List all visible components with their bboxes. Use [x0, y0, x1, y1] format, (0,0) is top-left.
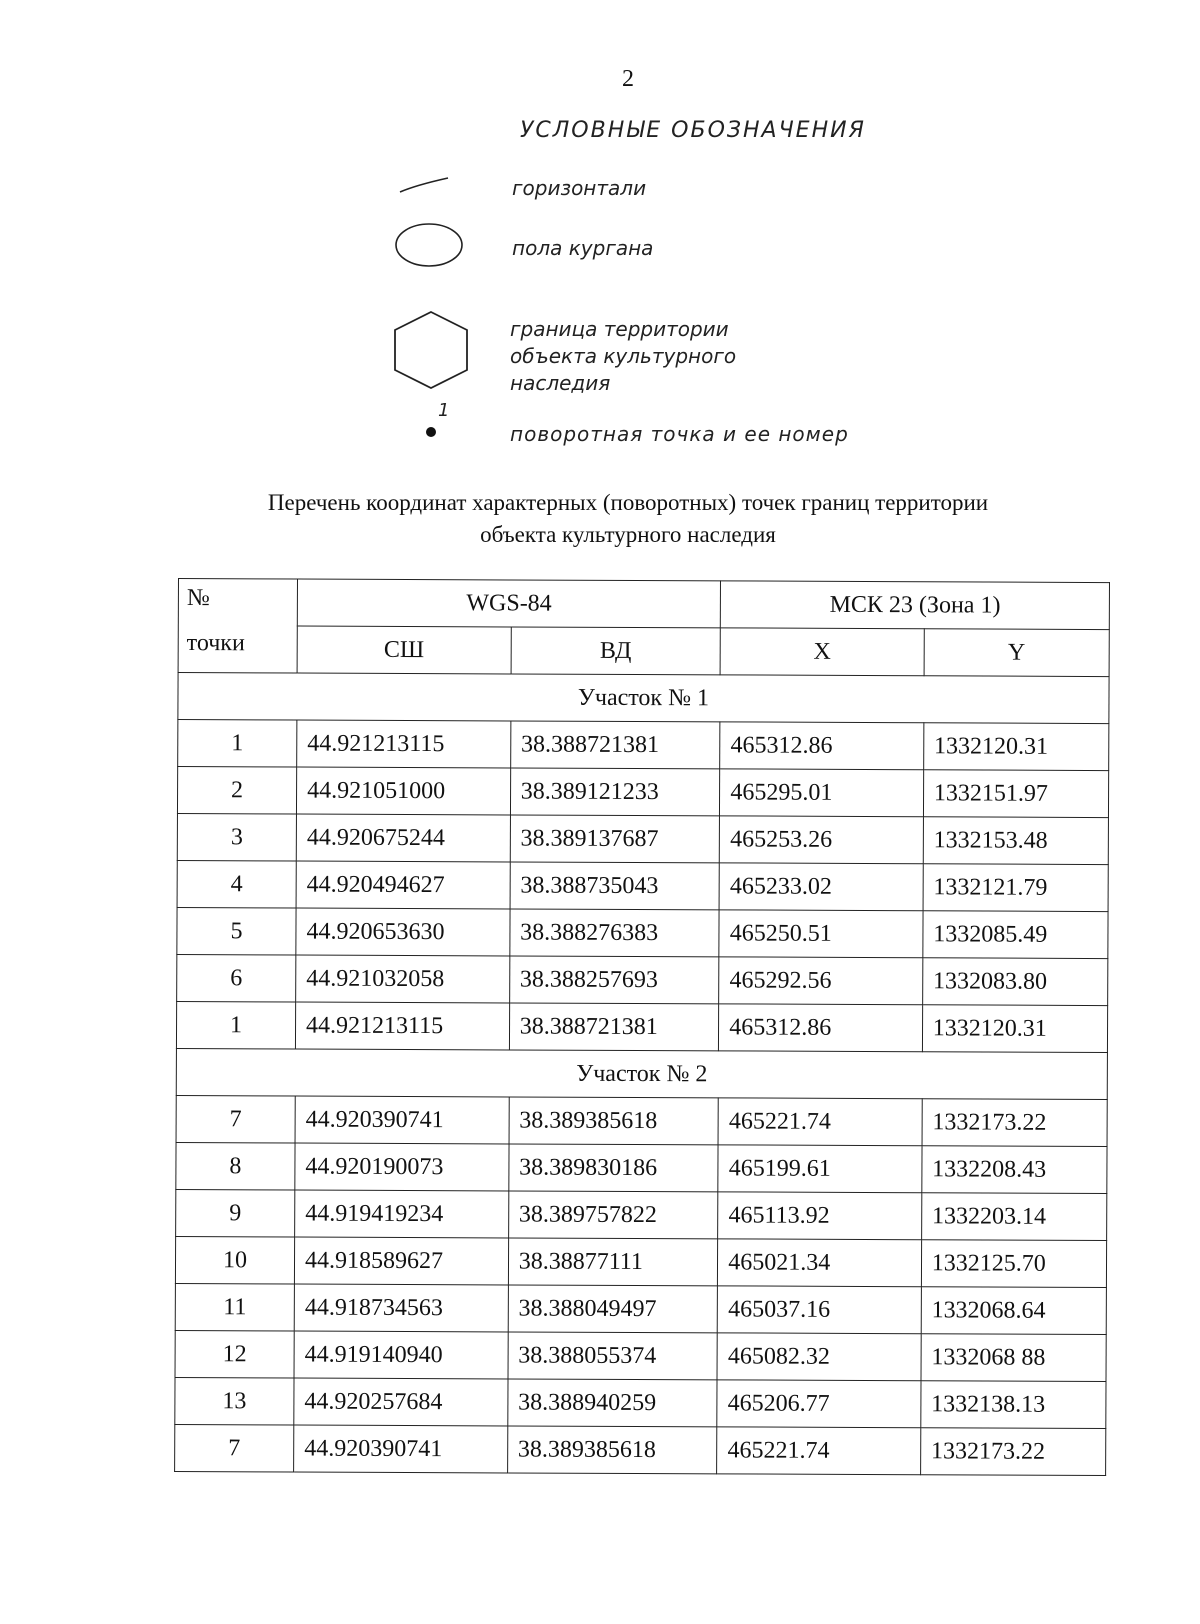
y-cell: 1332068.64	[921, 1287, 1106, 1335]
longitude-cell: 38.388257693	[509, 956, 719, 1004]
y-cell: 1332208.43	[922, 1146, 1107, 1194]
x-cell: 465250.51	[719, 910, 923, 958]
longitude-cell: 38.389137687	[510, 815, 720, 863]
x-cell: 465021.34	[718, 1239, 922, 1287]
latitude-cell: 44.920257684	[294, 1378, 508, 1426]
point-number-cell: 13	[175, 1377, 294, 1425]
y-cell: 1332151.97	[923, 770, 1108, 818]
y-cell: 1332203.14	[921, 1193, 1106, 1241]
latitude-cell: 44.920675244	[296, 814, 510, 862]
x-cell: 465037.16	[718, 1286, 922, 1334]
table-row	[177, 767, 1108, 818]
point-number-cell: 2	[177, 767, 296, 815]
x-cell: 465113.92	[718, 1192, 922, 1240]
point-icon	[424, 425, 438, 439]
point-number-header-top: №	[186, 585, 210, 612]
legend-label-mound: пола кургана	[512, 236, 654, 260]
x-header: X	[720, 628, 924, 676]
table-header-row-2	[178, 626, 1109, 677]
latitude-cell: 44.921051000	[297, 767, 511, 815]
longitude-cell: 38.388940259	[508, 1379, 718, 1427]
legend-label-boundary	[510, 316, 736, 397]
point-number-cell: 4	[177, 860, 296, 908]
point-number-cell: 9	[176, 1189, 295, 1237]
coordinates-heading	[0, 487, 1200, 551]
longitude-cell: 38.388049497	[508, 1285, 718, 1333]
latitude-cell: 44.918589627	[294, 1237, 508, 1285]
table-row	[175, 1330, 1106, 1381]
x-cell: 465312.86	[719, 1004, 923, 1052]
longitude-cell: 38.389121233	[510, 768, 720, 816]
y-header: Y	[924, 629, 1109, 677]
point-number-cell: 12	[175, 1330, 294, 1378]
point-number-cell: 8	[176, 1142, 295, 1190]
point-number-cell: 7	[176, 1095, 295, 1143]
coordinates-heading-line-1: Перечень координат характерных (поворотных) точек границ территории	[267, 490, 989, 515]
y-cell: 1332083.80	[922, 958, 1107, 1006]
point-number-cell: 5	[177, 907, 296, 955]
latitude-cell: 44.921213115	[297, 720, 511, 768]
msk23-header: МСК 23 (Зона 1)	[721, 581, 1110, 630]
table-header-row-1	[178, 579, 1109, 630]
point-marker-number: 1	[438, 400, 450, 421]
x-cell: 465206.77	[717, 1380, 921, 1428]
wgs84-header: WGS-84	[297, 579, 720, 628]
table-row	[175, 1424, 1106, 1475]
y-cell: 1332068 88	[921, 1334, 1106, 1382]
table-row	[175, 1236, 1106, 1287]
table-row	[177, 813, 1108, 864]
table-row	[176, 1095, 1107, 1146]
x-cell: 465253.26	[720, 816, 924, 864]
contour-line-icon	[398, 174, 450, 196]
longitude-header: ВД	[511, 627, 721, 675]
longitude-cell: 38.389830186	[509, 1144, 719, 1192]
longitude-cell: 38.388721381	[510, 721, 720, 769]
longitude-cell: 38.389757822	[508, 1191, 718, 1239]
latitude-cell: 44.921213115	[295, 1002, 509, 1050]
legend-title: УСЛОВНЫЕ ОБОЗНАЧЕНИЯ	[520, 118, 866, 143]
point-number-cell: 1	[178, 720, 297, 768]
legend-boundary-line-1: граница территории	[510, 317, 729, 341]
y-cell: 1332173.22	[920, 1428, 1105, 1476]
latitude-cell: 44.920390741	[294, 1425, 508, 1473]
section-row	[176, 1048, 1107, 1099]
legend-label-turning-point: поворотная точка и ее номер	[510, 422, 849, 446]
point-number-cell: 7	[175, 1424, 294, 1472]
table-row	[176, 1001, 1107, 1052]
point-number-cell: 10	[175, 1236, 294, 1284]
y-cell: 1332173.22	[922, 1099, 1107, 1147]
point-number-cell: 11	[175, 1283, 294, 1331]
x-cell: 465199.61	[718, 1145, 922, 1193]
table-body	[175, 673, 1109, 1476]
latitude-cell: 44.919419234	[295, 1190, 509, 1238]
point-number-cell: 1	[176, 1001, 295, 1049]
x-cell: 465221.74	[717, 1427, 921, 1475]
table-row	[177, 907, 1108, 958]
y-cell: 1332153.48	[923, 817, 1108, 865]
latitude-cell: 44.921032058	[296, 955, 510, 1003]
y-cell: 1332138.13	[921, 1381, 1106, 1429]
latitude-header: СШ	[297, 626, 511, 674]
x-cell: 465082.32	[717, 1333, 921, 1381]
point-number-header	[178, 579, 297, 674]
table-row	[176, 1189, 1107, 1240]
section-title: Участок № 1	[178, 673, 1109, 724]
section-title: Участок № 2	[176, 1048, 1107, 1099]
latitude-cell: 44.920390741	[295, 1096, 509, 1144]
y-cell: 1332120.31	[923, 723, 1108, 771]
latitude-cell: 44.920190073	[295, 1143, 509, 1191]
y-cell: 1332085.49	[923, 911, 1108, 959]
table-row	[175, 1377, 1106, 1428]
x-cell: 465292.56	[719, 957, 923, 1005]
coordinates-heading-line-2: объекта культурного наследия	[480, 522, 776, 547]
table-row	[177, 954, 1108, 1005]
latitude-cell: 44.920494627	[296, 861, 510, 909]
point-number-cell: 3	[177, 813, 296, 861]
legend-boundary-line-2: объекта культурного	[510, 344, 737, 368]
table-row	[178, 720, 1109, 771]
table-row	[176, 1142, 1107, 1193]
page-number: 2	[622, 66, 634, 92]
y-cell: 1332125.70	[921, 1240, 1106, 1288]
y-cell: 1332120.31	[922, 1005, 1107, 1053]
x-cell: 465295.01	[720, 769, 924, 817]
latitude-cell: 44.920653630	[296, 908, 510, 956]
latitude-cell: 44.919140940	[294, 1331, 508, 1379]
longitude-cell: 38.388721381	[509, 1003, 719, 1051]
longitude-cell: 38.389385618	[507, 1426, 717, 1474]
latitude-cell: 44.918734563	[294, 1284, 508, 1332]
longitude-cell: 38.388055374	[508, 1332, 718, 1380]
x-cell: 465221.74	[718, 1098, 922, 1146]
table-row	[175, 1283, 1106, 1334]
longitude-cell: 38.38877111	[508, 1238, 718, 1286]
x-cell: 465233.02	[719, 863, 923, 911]
point-number-cell: 6	[177, 954, 296, 1002]
x-cell: 465312.86	[720, 722, 924, 770]
longitude-cell: 38.389385618	[509, 1097, 719, 1145]
section-row	[178, 673, 1109, 724]
ellipse-icon	[392, 220, 466, 270]
legend-boundary-line-3: наследия	[510, 371, 611, 395]
longitude-cell: 38.388276383	[510, 909, 720, 957]
coordinates-table	[174, 578, 1110, 1476]
hexagon-icon	[388, 308, 474, 394]
table-row	[177, 860, 1108, 911]
legend-label-contours: горизонтали	[512, 176, 647, 200]
point-number-header-bottom: точки	[186, 630, 245, 657]
longitude-cell: 38.388735043	[510, 862, 720, 910]
y-cell: 1332121.79	[923, 864, 1108, 912]
